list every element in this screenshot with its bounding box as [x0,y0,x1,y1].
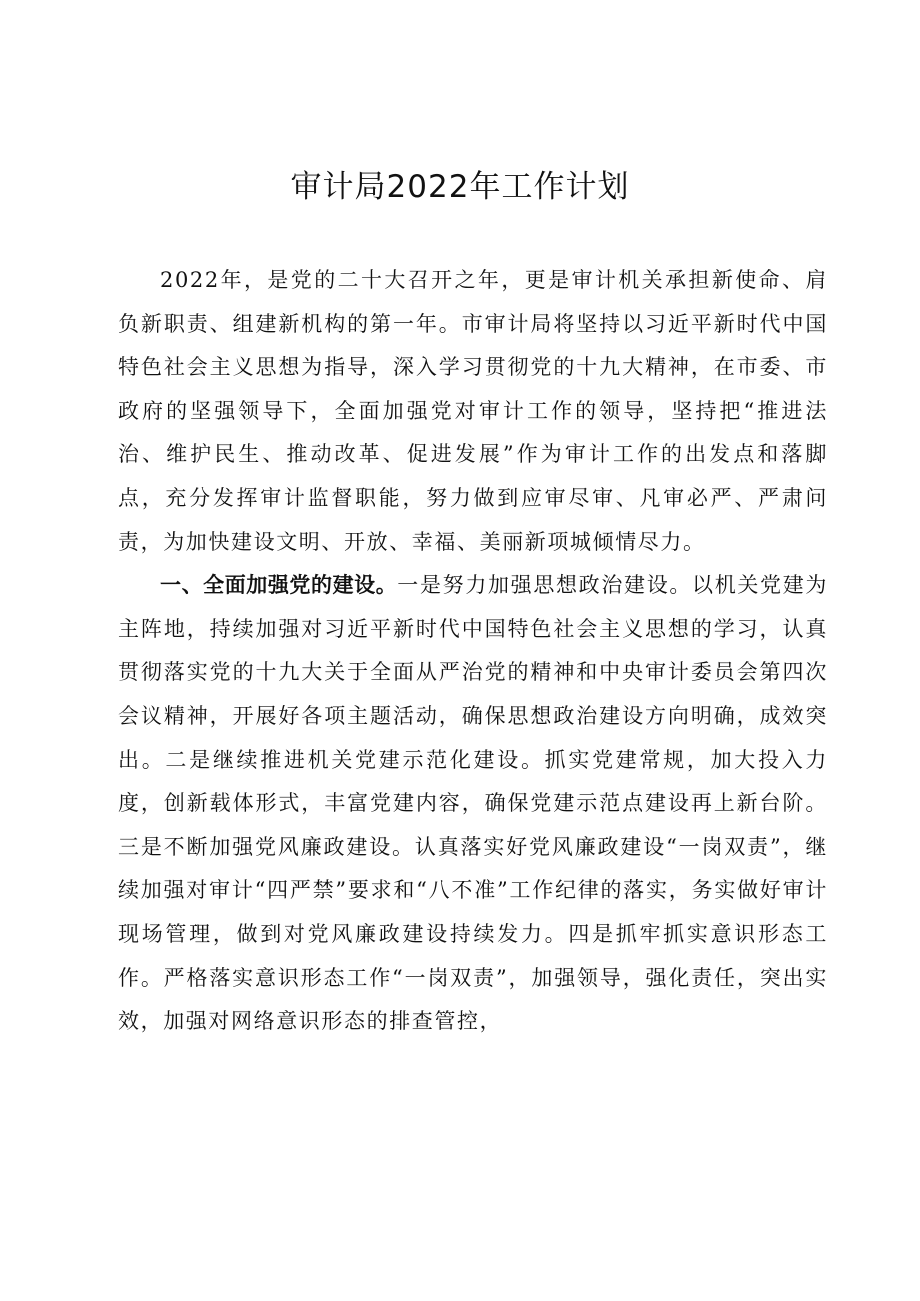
document-title: 审计局2022年工作计划 [290,169,630,205]
intro-paragraph: 2022年，是党的二十大召开之年，更是审计机关承担新使命、肩负新职责、组建新机构的第一年。市审计局将坚持以习近平新时代中国特色社会主义思想为指导，深入学习贯彻党的十九大精神，在市委、市政府的坚强领导下，全面加强党对审计工作的领导，坚持把“推进法治、维护民生、推动改革、促进发展”作为审计工作的出发点和落脚点，充分发挥审计监督职能，努力做到应审尽审、凡审必严、严肃问责，为加快建设文明、开放、幸福、美丽新项城倾情尽力。 [118,268,828,554]
section-1-heading: 一、全面加强党的建设。 [160,573,398,598]
section-1-text: 一是努力加强思想政治建设。以机关党建为主阵地，持续加强对习近平新时代中国特色社会主义思想的学习，认真贯彻落实党的十九大关于全面从严治党的精神和中央审计委员会第四次会议精神，开展好各项主题活动，确保思想政治建设方向明确，成效突出。二是继续推进机关党建示范化建设。抓实党建常规，加大投入力度，创新载体形式，丰富党建内容，确保党建示范点建设再上新台阶。三是不断加强党风廉政建设。认真落实好党风廉政建设“一岗双责”，继续加强对审计“四严禁”要求和“八不准”工作纪律的落实，务实做好审计现场管理，做到对党风廉政建设持续发力。四是抓牢抓实意识形态工作。严格落实意识形态工作“一岗双责”，加强领导，强化责任，突出实效，加强对网络意识形态的排查管控， [118,573,828,1034]
document-body [118,259,828,1044]
section-1-paragraph [118,564,828,1044]
